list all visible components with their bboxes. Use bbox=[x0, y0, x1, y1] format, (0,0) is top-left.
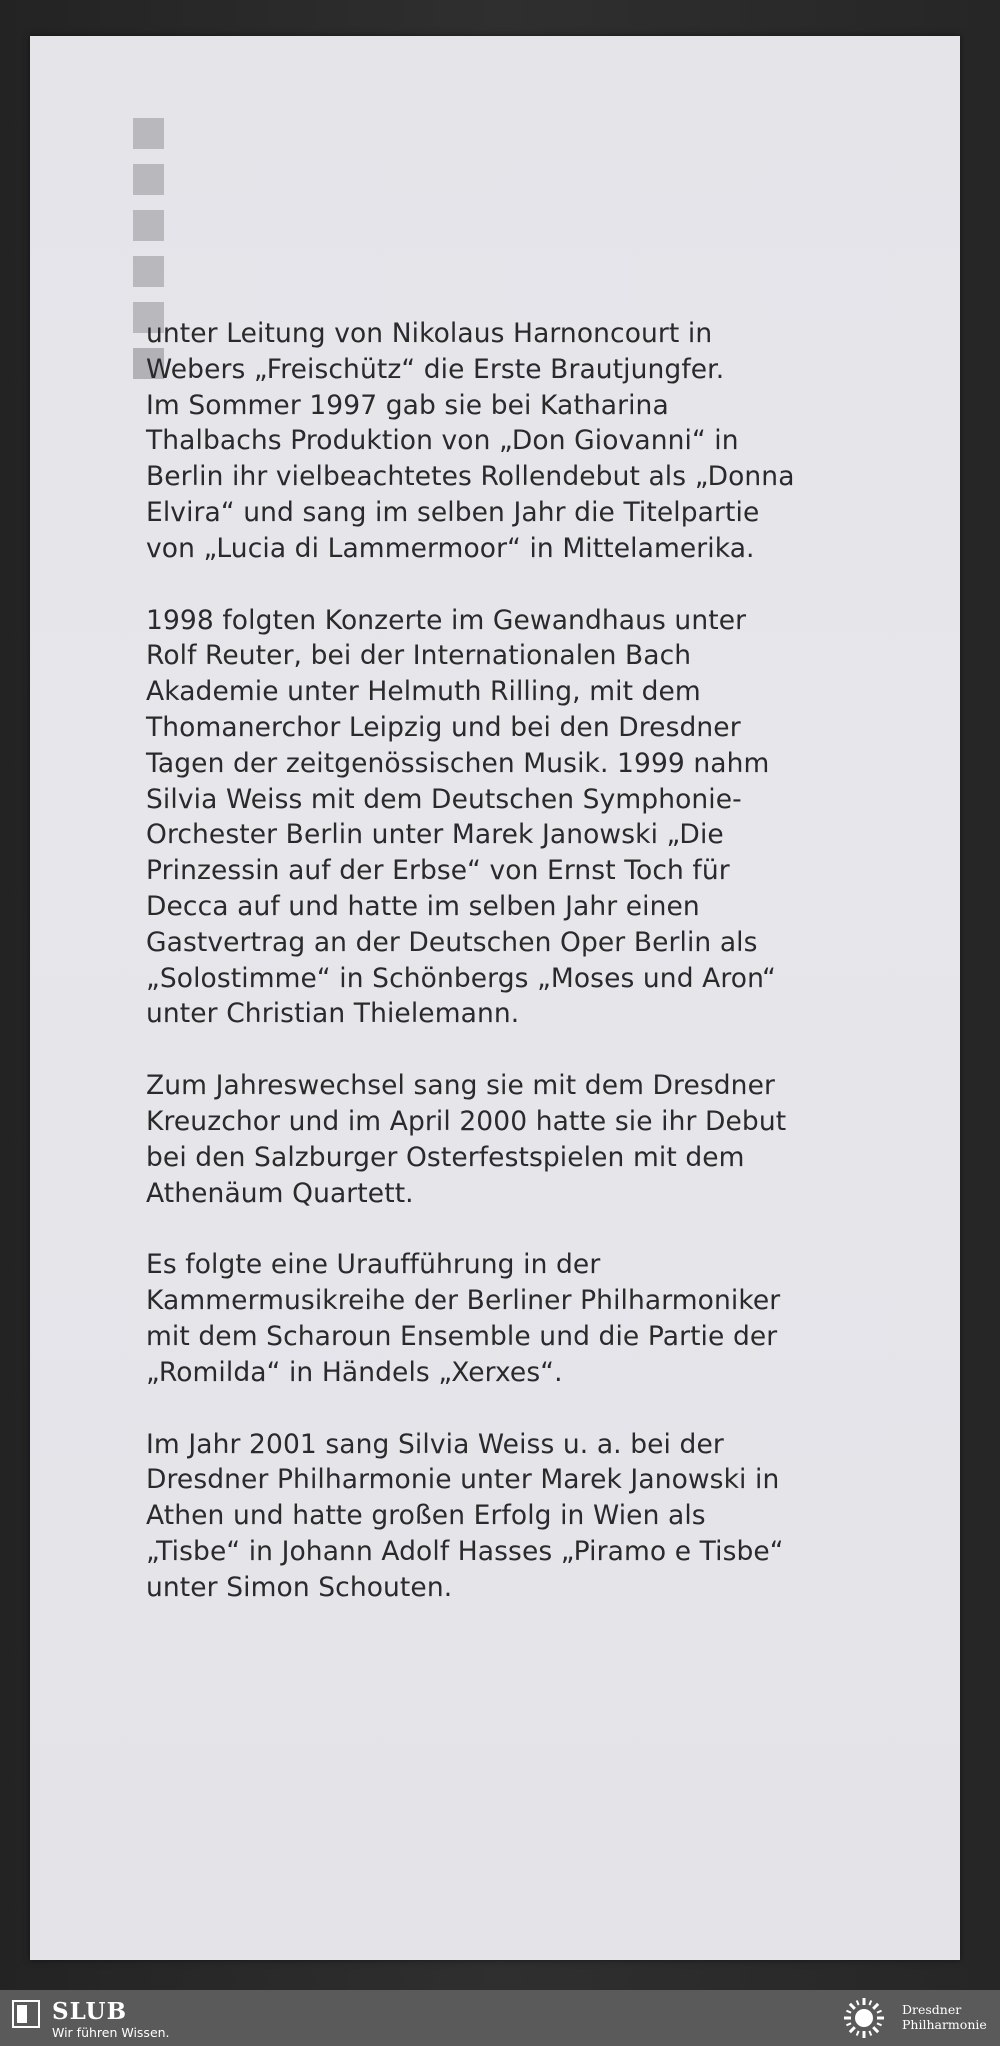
text-line: Es folgte eine Uraufführung in der bbox=[146, 1249, 601, 1281]
text-line: Elvira“ und sang im selben Jahr die Titelpartie bbox=[146, 496, 760, 528]
text-line: 1998 folgten Konzerte im Gewandhaus unter bbox=[146, 604, 747, 636]
paragraph-3 bbox=[146, 1068, 846, 1211]
text-line: „Tisbe“ in Johann Adolf Hasses „Piramo e Tisbe“ bbox=[146, 1535, 784, 1567]
text-line: Athen und hatte großen Erfolg in Wien als bbox=[146, 1500, 706, 1532]
text-line: Im Jahr 2001 sang Silvia Weiss u. a. bei der bbox=[146, 1428, 724, 1460]
body-text bbox=[146, 316, 846, 1642]
text-line: von „Lucia di Lammermoor“ in Mittelamerika. bbox=[146, 532, 755, 564]
slub-logo-text[interactable]: SLUB bbox=[52, 1998, 128, 2025]
text-line: mit dem Scharoun Ensemble und die Partie der bbox=[146, 1320, 778, 1352]
footer-bar bbox=[0, 1990, 1000, 2046]
philharmonie-name-line-1: Dresdner bbox=[902, 2002, 962, 2017]
text-line: Im Sommer 1997 gab sie bei Katharina bbox=[146, 389, 669, 421]
text-line: Thalbachs Produktion von „Don Giovanni“ in bbox=[146, 425, 739, 457]
text-line: Decca auf und hatte im selben Jahr einen bbox=[146, 890, 700, 922]
text-line: Thomanerchor Leipzig und bei den Dresdner bbox=[146, 711, 741, 743]
text-line: „Romilda“ in Händels „Xerxes“. bbox=[146, 1356, 563, 1388]
text-line: Kreuzchor und im April 2000 hatte sie ihr Debut bbox=[146, 1105, 787, 1137]
text-line: Rolf Reuter, bei der Internationalen Bach bbox=[146, 640, 692, 672]
slub-logo-icon[interactable] bbox=[12, 2000, 40, 2028]
text-line: Gastvertrag an der Deutschen Oper Berlin als bbox=[146, 926, 758, 958]
text-line: „Solostimme“ in Schönbergs „Moses und Aron“ bbox=[146, 962, 776, 994]
text-line: Tagen der zeitgenössischen Musik. 1999 nahm bbox=[146, 747, 770, 779]
text-line: Dresdner Philharmonie unter Marek Janowski in bbox=[146, 1464, 780, 1496]
philharmonie-name-line-2: Philharmonie bbox=[902, 2017, 987, 2032]
text-line: Athenäum Quartett. bbox=[146, 1177, 414, 1209]
decorative-square bbox=[133, 256, 164, 287]
text-line: unter Leitung von Nikolaus Harnoncourt in bbox=[146, 318, 713, 349]
slub-tagline: Wir führen Wissen. bbox=[52, 2025, 170, 2040]
text-line: bei den Salzburger Osterfestspielen mit dem bbox=[146, 1141, 745, 1173]
decorative-square bbox=[133, 210, 164, 241]
text-line: Prinzessin auf der Erbse“ von Ernst Toch für bbox=[146, 855, 730, 887]
text-line: Silvia Weiss mit dem Deutschen Symphonie- bbox=[146, 783, 742, 815]
text-line: Kammermusikreihe der Berliner Philharmoniker bbox=[146, 1285, 781, 1317]
decorative-square bbox=[133, 164, 164, 195]
text-line: Orchester Berlin unter Marek Janowski „Die bbox=[146, 819, 724, 851]
text-line: Webers „Freischütz“ die Erste Brautjungfer. bbox=[146, 353, 725, 385]
paragraph-4 bbox=[146, 1247, 846, 1390]
paragraph-2 bbox=[146, 603, 846, 1033]
paragraph-1 bbox=[146, 316, 846, 567]
text-line: Berlin ihr vielbeachtetes Rollendebut als „Donna bbox=[146, 461, 795, 493]
text-line: Akademie unter Helmuth Rilling, mit dem bbox=[146, 676, 701, 708]
philharmonie-logo-text[interactable] bbox=[902, 2002, 987, 2032]
philharmonie-sun-icon[interactable] bbox=[842, 1996, 886, 2040]
text-line: Zum Jahreswechsel sang sie mit dem Dresdner bbox=[146, 1070, 775, 1102]
decorative-square bbox=[133, 118, 164, 149]
text-line: unter Simon Schouten. bbox=[146, 1571, 453, 1603]
paragraph-5 bbox=[146, 1427, 846, 1606]
text-line: unter Christian Thielemann. bbox=[146, 998, 520, 1030]
